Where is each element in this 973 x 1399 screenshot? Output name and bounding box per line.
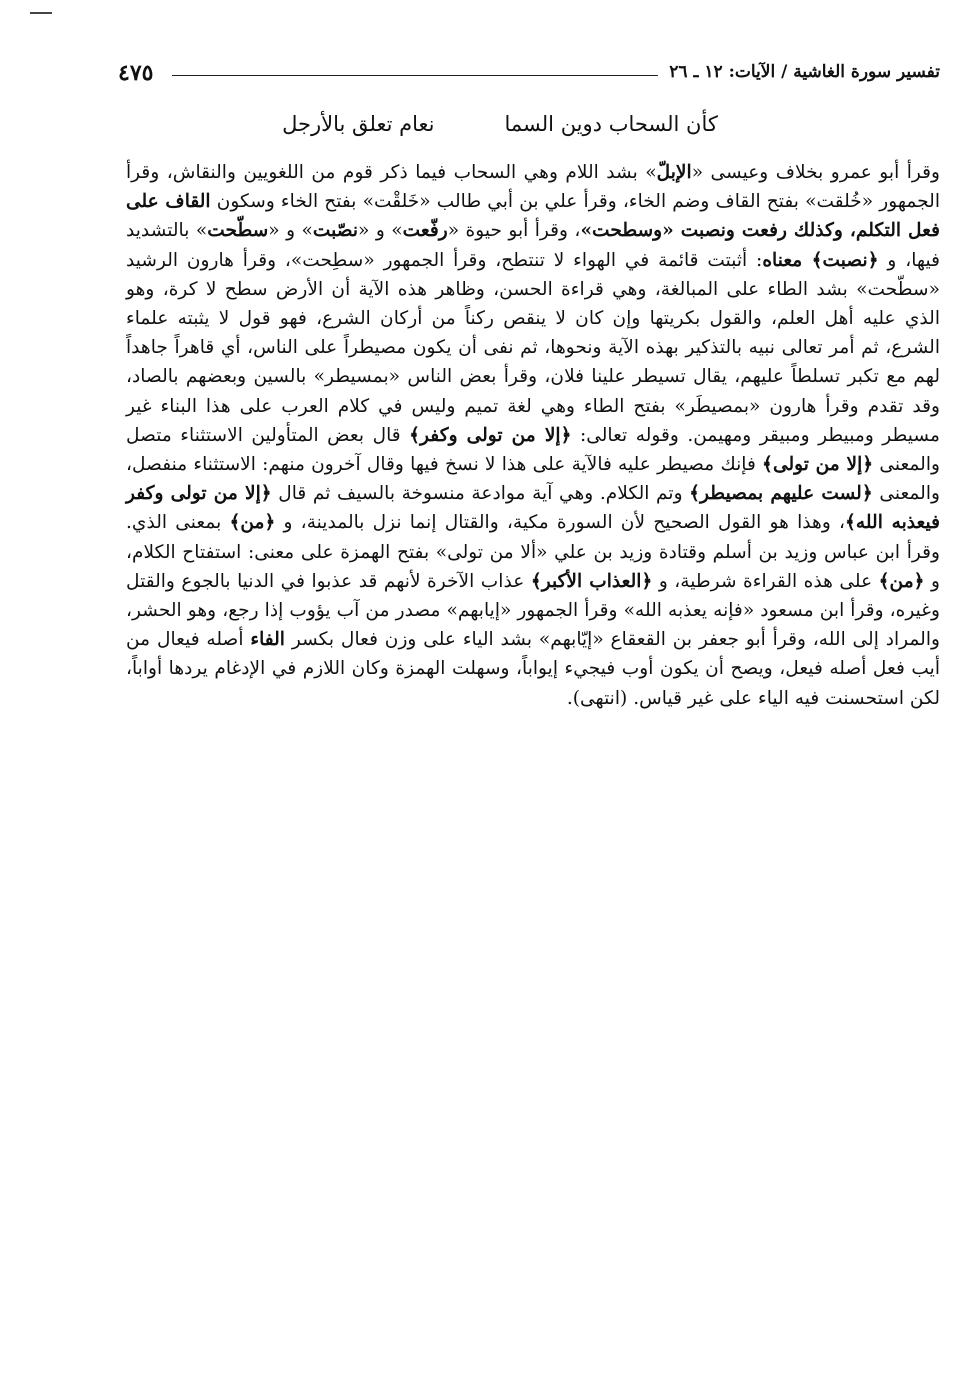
emphasized-text: القاف على فعل التكلم، وكذلك رفعت ونصبت «وسطحت» — [126, 191, 940, 242]
emphasized-text: ﴿العذاب الأكبر﴾ — [530, 570, 653, 592]
page-number: ٤٧٥ — [118, 60, 154, 86]
emphasized-text: الفاء — [250, 629, 285, 651]
verse-hemistich-second: نعام تعلق بالأرجل — [282, 112, 435, 136]
emphasized-text: ﴿إلا من تولى﴾ — [762, 454, 874, 476]
verse-hemistich-first: كأن السحاب دوين السما — [504, 112, 718, 136]
poetry-verse — [200, 112, 800, 136]
body-text-segment: ، وهذا هو القول الصحيح لأن السورة مكية، والقتال إنما نزل بالمدينة، و — [275, 512, 846, 534]
body-text-segment: عذاب الآخرة لأنهم قد عذبوا في الدنيا بالجوع والقتل وغيره، وقرأ ابن مسعود «فإنه يعذبه الله» وقرأ الجمهور «إيابهم» مصدر من آب يؤوب إذا رجع، وهو الحشر، والمراد إلى الله، وقرأ أبو جعفر بن القعقاع «إيّابهم» بشد الياء على وزن فعال بكسر — [126, 570, 940, 651]
body-text-segment: » بالتشديد فيها، و — [126, 220, 940, 271]
body-text-segment: وقرأ أبو عمرو بخلاف وعيسى « — [691, 162, 940, 183]
commentary-paragraph — [126, 158, 940, 713]
body-text-segment: » بشد اللام وهي السحاب فيما ذكر قوم من اللغويين والنقاش، وقرأ الجمهور «خُلقت» بفتح القاف وضم الخاء، وقرأ علي بن أبي طالب «خَلقْت» بفتح الخاء وسكون — [126, 162, 940, 213]
body-text-segment: أصله فيعال من أيب فعل أصله فيعل، ويصح أن يكون أوب فيجيء إيواباً، وسهلت الهمزة وكان اللازم في الإدغام يردها أواباً، لكن استحسنت فيه الياء على غير قياس. (انتهى). — [126, 629, 940, 709]
body-text-segment: » و « — [358, 220, 403, 242]
body-text-segment: وتم الكلام. وهي آية موادعة منسوخة بالسيف ثم قال — [271, 483, 690, 505]
commentary-body — [126, 158, 940, 713]
emphasized-text: ﴿نصبت﴾ معناه — [762, 249, 879, 271]
running-title: تفسير سورة الغاشية / الآيات: ١٢ ـ ٢٦ — [669, 62, 940, 82]
body-text-segment: » و « — [268, 220, 313, 242]
header-rule — [172, 75, 658, 76]
body-text-segment: بمعنى الذي. وقرأ ابن عباس وزيد بن أسلم وقتادة وزيد بن علي «ألا من تولى» بفتح الهمزة على معنى: استفتاح الكلام، و — [126, 512, 941, 592]
emphasized-text: ﴿من﴾ — [229, 512, 276, 534]
body-text-segment: على هذه القراءة شرطية، و — [652, 570, 879, 592]
body-text-segment: : أثبتت قائمة في الهواء لا تنتطح، وقرأ الجمهور «سطِحت»، وقرأ هارون الرشيد «سطّحت» بشد الطاء على المبالغة، وهي قراءة الحسن، وظاهر هذه الآية أن الأرض سطح لا كرة، وهو الذي عليه أهل العلم، والقول بكريتها وإن كان لا ينقص ركناً من أركان الشرع، فهو قول لا يثبته علماء الشرع، ثم أمر تعالى نبيه بالتذكير بهذه الآية ونحوها، ثم نفى أن يكون مصيطراً على الناس، أي قاهراً جاهداً لهم مع تكبر تسلطاً عليهم، يقال تسيطر علينا فلان، وقرأ بعض الناس «بمسيطر» بالسين وبعضهم بالصاد، وقد تقدم وقرأ هارون «بمصيطَر» بفتح الطاء وهي لغة تميم وليس في كلام العرب على هذا البناء غير مسيطر ومبيطر ومبيقر ومهيمن. وقوله تعالى: — [126, 249, 941, 446]
body-text-segment: قال بعض المتأولين الاستثناء متصل والمعنى — [126, 424, 940, 476]
emphasized-text: سطّحت — [207, 220, 269, 242]
emphasized-text: ﴿من﴾ — [878, 570, 925, 592]
emphasized-text: رفّعت — [402, 220, 448, 242]
emphasized-text: ﴿لست عليهم بمصيطر﴾ — [689, 483, 873, 505]
scan-corner-mark — [30, 12, 52, 14]
body-text-segment: فإنك مصيطر عليه فالآية على هذا لا نسخ فيها وقال آخرون منهم: الاستثناء منفصل، والمعنى — [126, 454, 940, 505]
body-text-segment: ، وقرأ أبو حيوة « — [447, 220, 581, 242]
emphasized-text: ﴿إلا من تولى وكفر فيعذبه الله﴾ — [126, 483, 940, 534]
emphasized-text: ﴿إلا من تولى وكفر﴾ — [409, 424, 572, 446]
page-header — [118, 58, 940, 88]
emphasized-text: نصّبت — [312, 220, 359, 242]
emphasized-text: الإبلّ — [656, 162, 692, 183]
